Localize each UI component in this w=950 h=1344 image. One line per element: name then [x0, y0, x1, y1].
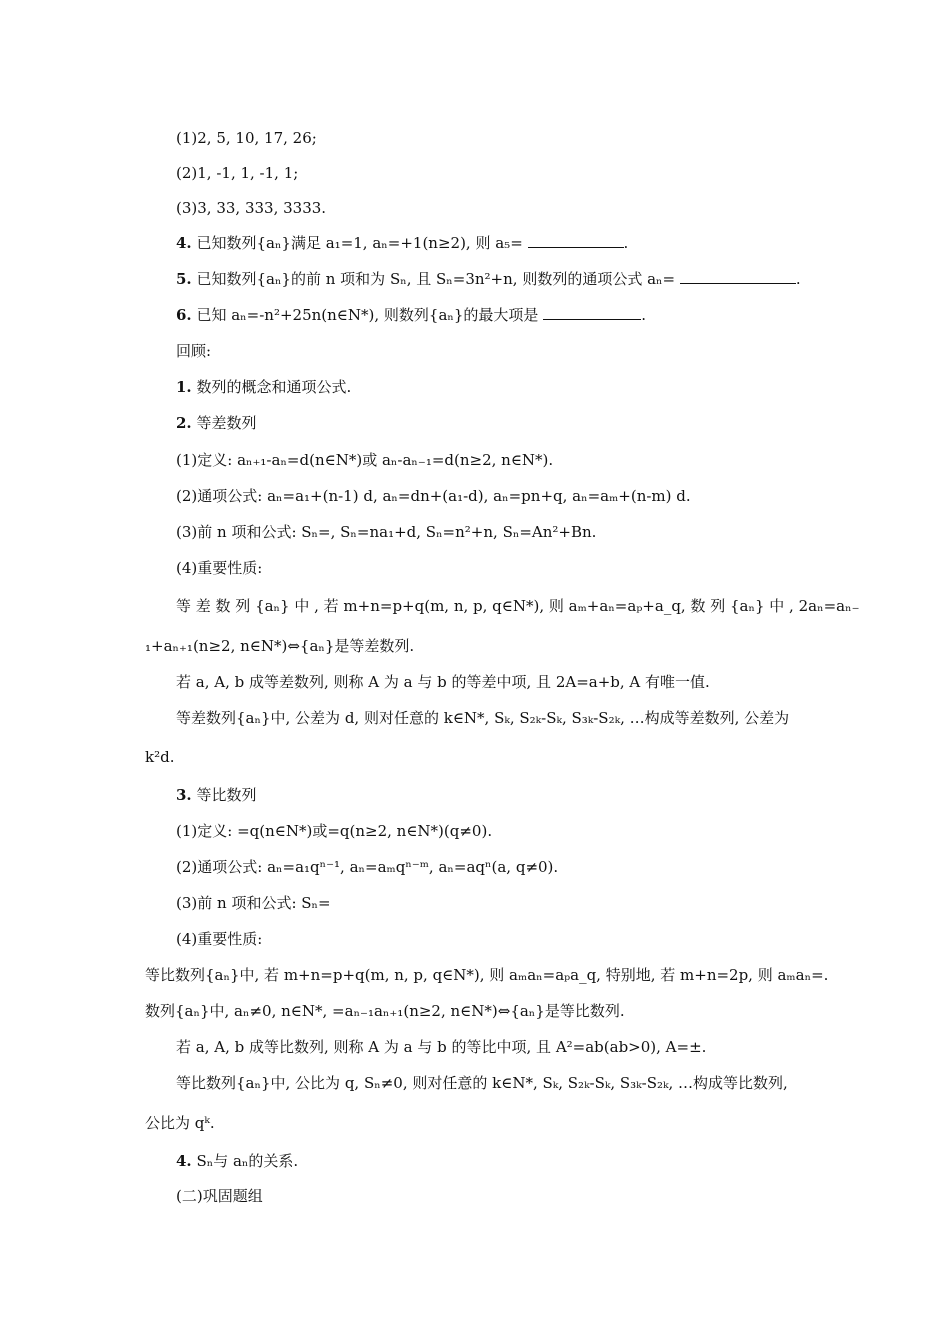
question-number: 5.	[176, 270, 192, 288]
geometric-segment-sums-cont: 公比为 qᵏ.	[145, 1114, 215, 1132]
review-item-1: 1. 数列的概念和通项公式.	[176, 378, 352, 396]
question-6: 6. 已知 aₙ=-n²+25n(n∈N*), 则数列{aₙ}的最大项是 .	[176, 306, 646, 324]
geometric-property-1: 等比数列{aₙ}中, 若 m+n=p+q(m, n, p, q∈N*), 则 aₘaₙ=aₚa_q, 特别地, 若 m+n=2p, 则 aₘaₙ=.	[145, 966, 829, 984]
section-heading-review: 回顾:	[176, 342, 212, 360]
list-item-sequence-3: (3)3, 33, 333, 3333.	[176, 199, 327, 217]
review-item-4: 4. Sₙ与 aₙ的关系.	[176, 1152, 299, 1170]
arithmetic-mean: 若 a, A, b 成等差数列, 则称 A 为 a 与 b 的等差中项, 且 2A=a+b, A 有唯一值.	[176, 673, 710, 691]
geometric-property-2: 数列{aₙ}中, aₙ≠0, n∈N*, =aₙ₋₁aₙ₊₁(n≥2, n∈N*)⇔{aₙ}是等比数列.	[145, 1002, 625, 1020]
list-item-sequence-1: (1)2, 5, 10, 17, 26;	[176, 129, 317, 147]
arithmetic-properties-heading: (4)重要性质:	[176, 559, 263, 577]
question-number: 4.	[176, 234, 192, 252]
answer-blank	[528, 233, 624, 248]
geometric-definition: (1)定义: =q(n∈N*)或=q(n≥2, n∈N*)(q≠0).	[176, 822, 493, 840]
geometric-general-term: (2)通项公式: aₙ=a₁qⁿ⁻¹, aₙ=aₘqⁿ⁻ᵐ, aₙ=aqⁿ(a, q≠0).	[176, 858, 559, 876]
answer-blank	[543, 305, 641, 320]
arithmetic-property-1-cont: ₁+aₙ₊₁(n≥2, n∈N*)⇔{aₙ}是等差数列.	[145, 637, 415, 655]
arithmetic-property-1: 等 差 数 列 {aₙ} 中 , 若 m+n=p+q(m, n, p, q∈N*), 则 aₘ+aₙ=aₚ+a_q, 数 列 {aₙ} 中 , 2aₙ=aₙ₋	[176, 597, 860, 615]
list-item-sequence-2: (2)1, -1, 1, -1, 1;	[176, 164, 299, 182]
arithmetic-segment-sums-cont: k²d.	[145, 748, 175, 766]
arithmetic-general-term: (2)通项公式: aₙ=a₁+(n-1) d, aₙ=dn+(a₁-d), aₙ=pn+q, aₙ=aₘ+(n-m) d.	[176, 487, 691, 505]
arithmetic-definition: (1)定义: aₙ₊₁-aₙ=d(n∈N*)或 aₙ-aₙ₋₁=d(n≥2, n∈N*).	[176, 451, 554, 469]
answer-blank	[680, 269, 796, 284]
arithmetic-segment-sums: 等差数列{aₙ}中, 公差为 d, 则对任意的 k∈N*, Sₖ, S₂ₖ-Sₖ, S₃ₖ-S₂ₖ, …构成等差数列, 公差为	[176, 709, 790, 727]
geometric-properties-heading: (4)重要性质:	[176, 930, 263, 948]
section-heading-consolidation: (二)巩固题组	[176, 1187, 263, 1205]
geometric-sum-formula: (3)前 n 项和公式: Sₙ=	[176, 894, 331, 912]
question-number: 6.	[176, 306, 192, 324]
geometric-mean: 若 a, A, b 成等比数列, 则称 A 为 a 与 b 的等比中项, 且 A²=ab(ab>0), A=±.	[176, 1038, 707, 1056]
question-4: 4. 已知数列{aₙ}满足 a₁=1, aₙ=+1(n≥2), 则 a₅= .	[176, 234, 629, 252]
review-item-2-heading: 2. 等差数列	[176, 414, 257, 432]
geometric-segment-sums: 等比数列{aₙ}中, 公比为 q, Sₙ≠0, 则对任意的 k∈N*, Sₖ, S₂ₖ-Sₖ, S₃ₖ-S₂ₖ, …构成等比数列,	[176, 1074, 788, 1092]
question-5: 5. 已知数列{aₙ}的前 n 项和为 Sₙ, 且 Sₙ=3n²+n, 则数列的通项公式 aₙ= .	[176, 270, 801, 288]
arithmetic-sum-formula: (3)前 n 项和公式: Sₙ=, Sₙ=na₁+d, Sₙ=n²+n, Sₙ=An²+Bn.	[176, 523, 597, 541]
review-item-3-heading: 3. 等比数列	[176, 786, 257, 804]
